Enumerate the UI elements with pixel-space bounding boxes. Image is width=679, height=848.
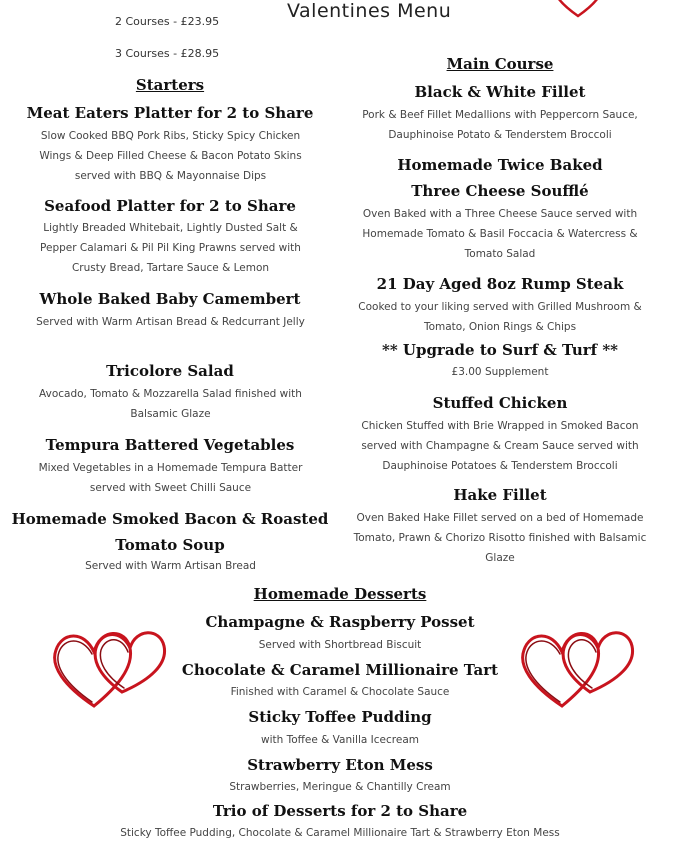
dish-name: Champagne & Raspberry Posset bbox=[205, 613, 475, 631]
dish-description: Served with Warm Artisan Bread bbox=[85, 560, 256, 572]
dish-name: Hake Fillet bbox=[453, 486, 547, 504]
dish-name: Chocolate & Caramel Millionaire Tart bbox=[181, 661, 499, 679]
dish-description: with Toffee & Vanilla Icecream bbox=[261, 734, 419, 746]
dish-name: Strawberry Eton Mess bbox=[247, 756, 433, 774]
dish-name: Seafood Platter for 2 to Share bbox=[44, 197, 296, 215]
dish-name: Whole Baked Baby Camembert bbox=[39, 290, 301, 308]
dish-description: £3.00 Supplement bbox=[451, 366, 549, 378]
dish-name: Black & White Fillet bbox=[414, 83, 586, 101]
dish-description: Avocado, Tomato & Mozzarella Salad finished with Balsamic Glaze bbox=[39, 388, 302, 420]
dish-description: Cooked to your liking served with Grilled Mushroom & Tomato, Onion Rings & Chips bbox=[358, 301, 642, 333]
dish-name: Tricolore Salad bbox=[106, 362, 234, 380]
price-two-courses: 2 Courses - £23.95 bbox=[115, 15, 220, 28]
dish-description: Oven Baked with a Three Cheese Sauce served with Homemade Tomato & Basil Foccacia & Watercress & Tomato Salad bbox=[362, 208, 638, 260]
dish-description: Pork & Beef Fillet Medallions with Peppercorn Sauce, Dauphinoise Potato & Tenderstem Broccoli bbox=[362, 109, 638, 141]
dish-description: Slow Cooked BBQ Pork Ribs, Sticky Spicy Chicken Wings & Deep Filled Cheese & Bacon Potato Skins served with BBQ & Mayonnaise Dips bbox=[39, 130, 302, 182]
dish-name: Tempura Battered Vegetables bbox=[45, 436, 295, 454]
mains-heading: Main Course bbox=[446, 55, 554, 73]
dish-description: Sticky Toffee Pudding, Chocolate & Caramel Millionaire Tart & Strawberry Eton Mess bbox=[120, 827, 560, 839]
dish-name-line2: Three Cheese Soufflé bbox=[411, 182, 589, 200]
dish-description: Strawberries, Meringue & Chantilly Cream bbox=[229, 781, 451, 793]
dish-description: Mixed Vegetables in a Homemade Tempura Batter served with Sweet Chilli Sauce bbox=[38, 462, 303, 494]
heart-icon bbox=[548, 0, 608, 22]
dish-name: Meat Eaters Platter for 2 to Share bbox=[26, 104, 314, 122]
dish-description: Lightly Breaded Whitebait, Lightly Dusted Salt & Pepper Calamari & Pil Pil King Prawns served with Crusty Bread, Tartare Sauce & Lemon bbox=[40, 222, 301, 274]
dish-name: ** Upgrade to Surf & Turf ** bbox=[381, 341, 619, 359]
desserts-heading: Homemade Desserts bbox=[253, 585, 427, 603]
starters-heading: Starters bbox=[135, 76, 205, 94]
dish-description: Oven Baked Hake Fillet served on a bed of Homemade Tomato, Prawn & Chorizo Risotto finished with Balsamic Glaze bbox=[353, 512, 647, 564]
dish-name: Sticky Toffee Pudding bbox=[248, 708, 432, 726]
dish-description: Finished with Caramel & Chocolate Sauce bbox=[230, 686, 450, 698]
price-three-courses: 3 Courses - £28.95 bbox=[115, 47, 220, 60]
menu-title: Valentines Menu bbox=[287, 0, 452, 22]
heart-pair-right-icon bbox=[514, 608, 644, 713]
dish-description: Chicken Stuffed with Brie Wrapped in Smoked Bacon served with Champagne & Cream Sauce served with Dauphinoise Potatoes & Tenderstem Broccoli bbox=[361, 420, 639, 472]
dish-name: 21 Day Aged 8oz Rump Steak bbox=[376, 275, 624, 293]
dish-name-line2: Tomato Soup bbox=[115, 536, 225, 554]
dish-description: Served with Warm Artisan Bread & Redcurrant Jelly bbox=[36, 316, 305, 328]
dish-description: Served with Shortbread Biscuit bbox=[258, 639, 422, 651]
dish-name-line1: Homemade Twice Baked bbox=[397, 156, 603, 174]
dish-name-line1: Homemade Smoked Bacon & Roasted bbox=[11, 510, 329, 528]
dish-name: Trio of Desserts for 2 to Share bbox=[212, 802, 468, 820]
dish-name: Stuffed Chicken bbox=[432, 394, 568, 412]
